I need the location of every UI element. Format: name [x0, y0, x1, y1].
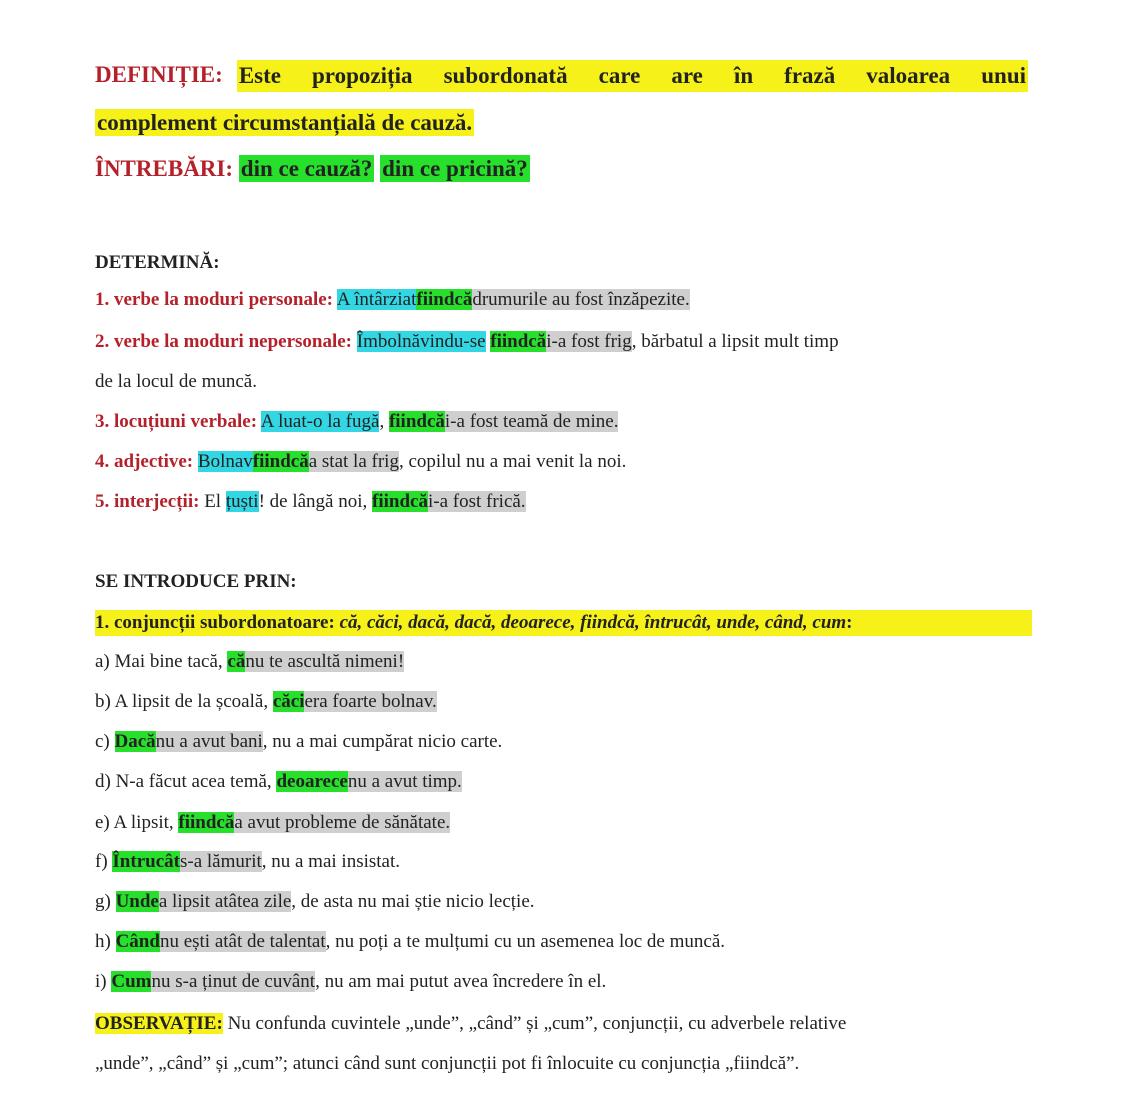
- conjunction: Întrucât: [112, 851, 180, 872]
- regent-term: Bolnav: [197, 451, 253, 472]
- example-text: b) A lipsit de la școală,: [95, 691, 273, 712]
- item-label: 5. interjecții:: [95, 491, 200, 512]
- conjunctions-label: 1. conjuncții subordonatoare:: [95, 612, 335, 633]
- determines-item-1: [95, 288, 690, 312]
- subordinate-clause: s-a lămurit: [179, 851, 262, 872]
- example-c: [95, 730, 502, 754]
- example-i: [95, 970, 606, 994]
- observation-line-2: „unde”, „când” și „cum”; atunci când sunt conjuncții pot fi înlocuite cu conjuncția „fiindcă”.: [95, 1053, 800, 1074]
- subordinate-clause: nu a avut timp.: [347, 771, 462, 792]
- example-b: [95, 690, 437, 714]
- conjunction: fiindcă: [252, 451, 309, 472]
- definition-line-2: [95, 108, 474, 138]
- observation-text: Nu confunda cuvintele „unde”, „când” și „cum”, conjuncții, cu adverbele relative: [222, 1013, 847, 1034]
- observation-line-1: [95, 1012, 846, 1036]
- subordinate-clause: i-a fost frig: [546, 331, 632, 352]
- question-2: din ce pricină?: [382, 156, 528, 181]
- conjunction: fiindcă: [178, 812, 235, 833]
- regent-term: Îmbolnăvindu-se: [356, 331, 486, 352]
- determines-item-5: [95, 490, 526, 514]
- example-g: [95, 890, 535, 914]
- subordinate-clause: drumurile au fost înzăpezite.: [472, 289, 690, 310]
- item-label: 4. adjective:: [95, 451, 194, 472]
- example-text: g): [95, 891, 116, 912]
- example-text: , nu poți a te mulțumi cu un asemenea loc de muncă.: [325, 931, 726, 952]
- example-h: [95, 930, 725, 954]
- questions-label: ÎNTREBĂRI:: [95, 156, 234, 181]
- conjunction: că: [227, 651, 246, 672]
- question-1: din ce cauză?: [240, 156, 373, 181]
- subordinate-clause: i-a fost teamă de mine.: [444, 411, 619, 432]
- subordinate-clause: nu s-a ținut de cuvânt: [151, 971, 316, 992]
- questions-line: [95, 154, 530, 184]
- example-text: e) A lipsit,: [95, 812, 179, 833]
- conjunctions-line: [95, 610, 1032, 636]
- conjunction: Dacă: [114, 731, 156, 752]
- subordinate-clause: i-a fost frică.: [427, 491, 526, 512]
- main-clause-text: ! de lângă noi,: [258, 491, 373, 512]
- item-label: 3. locuțiuni verbale:: [95, 411, 258, 432]
- example-text: c): [95, 731, 115, 752]
- definition-label: DEFINIȚIE:: [95, 62, 223, 87]
- main-clause-text: , copilul nu a mai venit la noi.: [398, 451, 627, 472]
- determines-item-2-cont: de la locul de muncă.: [95, 371, 257, 392]
- definition-text-cont: complement circumstanțială de cauză.: [97, 110, 473, 135]
- example-text: , nu am mai putut avea încredere în el.: [315, 971, 607, 992]
- example-text: , nu a mai insistat.: [261, 851, 401, 872]
- determines-heading: DETERMINĂ:: [95, 252, 220, 273]
- example-text: a) Mai bine tacă,: [95, 651, 228, 672]
- item-label: 1. verbe la moduri personale:: [95, 289, 334, 310]
- conjunction: Când: [115, 931, 160, 952]
- regent-term: A luat-o la fugă: [260, 411, 380, 432]
- regent-term: țuști: [225, 491, 259, 512]
- regent-term: A întârziat: [336, 289, 417, 310]
- example-f: [95, 850, 400, 874]
- example-text: , de asta nu mai știe nicio lecție.: [291, 891, 535, 912]
- subordinate-clause: a lipsit atâtea zile: [158, 891, 292, 912]
- item-label: 2. verbe la moduri nepersonale:: [95, 331, 353, 352]
- determines-item-2: [95, 330, 839, 354]
- observation-label: OBSERVAȚIE:: [95, 1013, 223, 1034]
- subordinate-clause: era foarte bolnav.: [304, 691, 437, 712]
- example-a: [95, 650, 404, 674]
- example-text: d) N-a făcut acea temă,: [95, 771, 277, 792]
- example-e: [95, 811, 450, 835]
- definition-line-1: [95, 60, 1028, 92]
- conjunction: fiindcă: [388, 411, 445, 432]
- determines-item-3: [95, 410, 618, 434]
- subordinate-clause: nu ești atât de talentat: [159, 931, 326, 952]
- example-text: i): [95, 971, 112, 992]
- example-d: [95, 770, 462, 794]
- determines-item-4: [95, 450, 626, 474]
- conjunctions-list: că, căci, dacă, dacă, deoarece, fiindcă, întrucât, unde, când, cum: [339, 612, 847, 633]
- conjunction: Unde: [115, 891, 159, 912]
- example-text: f): [95, 851, 113, 872]
- conjunction: fiindcă: [372, 491, 428, 512]
- example-text: h): [95, 931, 116, 952]
- subordinate-clause: a stat la frig: [308, 451, 399, 472]
- conjunction: căci: [272, 691, 305, 712]
- subordinate-clause: nu te ascultă nimeni!: [245, 651, 405, 672]
- main-clause-text: , bărbatul a lipsit mult timp: [631, 331, 839, 352]
- conjunction: fiindcă: [490, 331, 547, 352]
- separator: ,: [379, 411, 389, 432]
- introduced-heading: SE INTRODUCE PRIN:: [95, 571, 297, 592]
- main-clause-text: El: [204, 491, 226, 512]
- subordinate-clause: nu a avut bani: [155, 731, 263, 752]
- conjunction: Cum: [111, 971, 152, 992]
- definition-text: Este propoziția subordonată care are în frază valoarea unui: [237, 60, 1028, 92]
- conjunction: deoarece: [276, 771, 348, 792]
- subordinate-clause: a avut probleme de sănătate.: [234, 812, 451, 833]
- conjunctions-highlight: [95, 610, 1032, 636]
- conjunctions-colon: :: [846, 612, 853, 633]
- conjunction: fiindcă: [416, 289, 473, 310]
- example-text: , nu a mai cumpărat nicio carte.: [262, 731, 503, 752]
